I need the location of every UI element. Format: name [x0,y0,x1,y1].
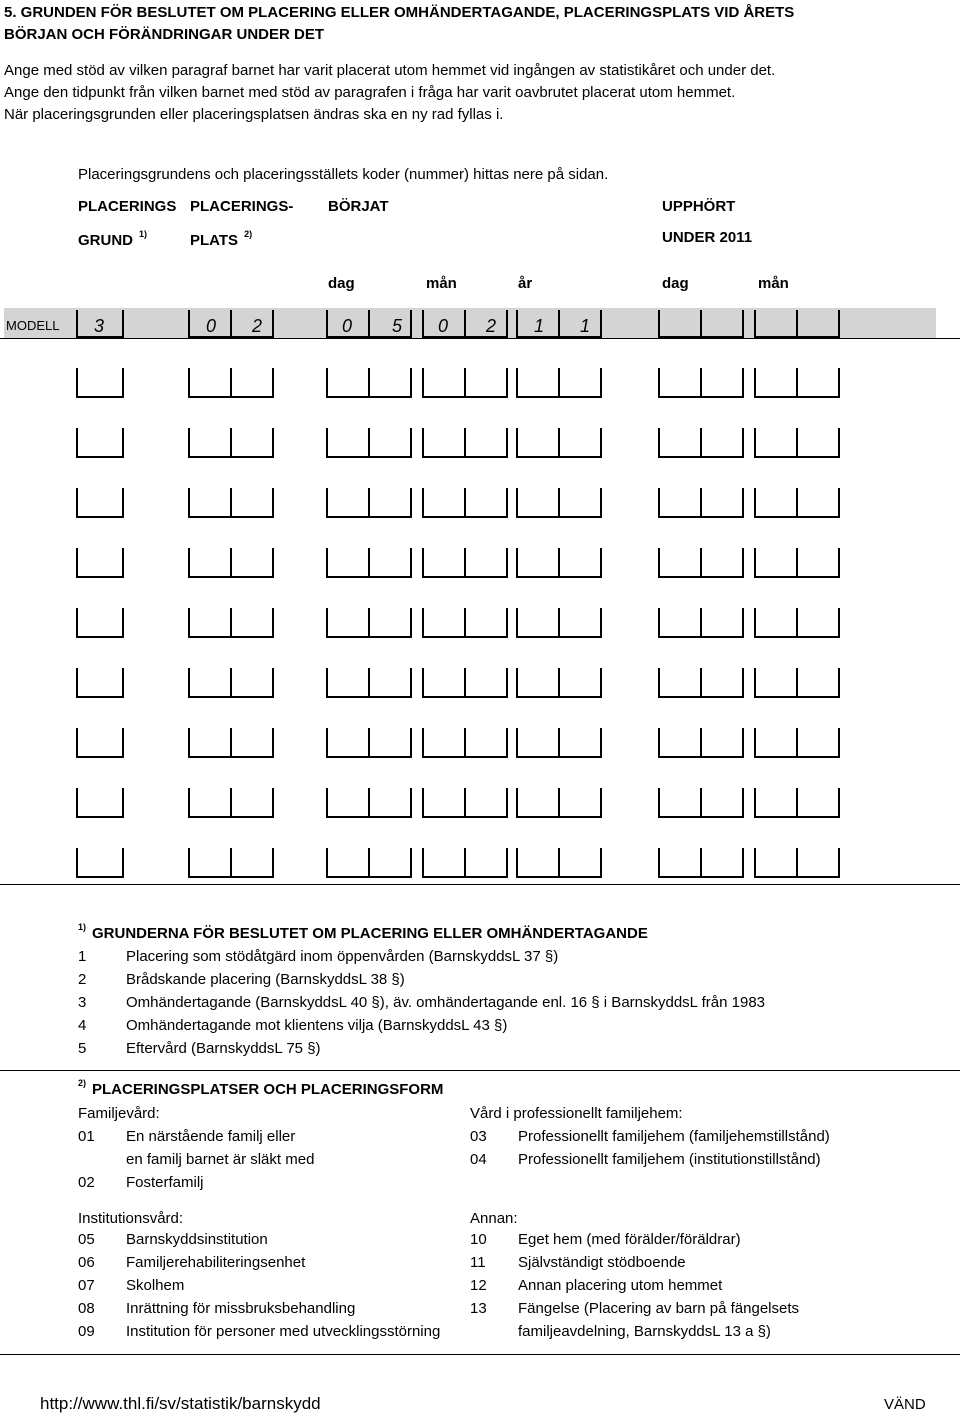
inst-item-code: 05 [78,1231,95,1248]
row5-start-day-box-divider [368,608,370,638]
row6-plats-box-divider [230,668,232,698]
footer-url[interactable]: http://www.thl.fi/sv/statistik/barnskydd [40,1394,321,1413]
row9-start-year-box-divider [558,848,560,878]
instruction-3: När placeringsgrunden eller placeringsplatsen ändras ska en ny rad fyllas i. [4,106,504,123]
row1-start-month-box-divider [464,368,466,398]
row5-plats-box-divider [230,608,232,638]
row5-end-month-box-divider [796,608,798,638]
legend2-title: $^{2)}$ PLACERINGSPLATSER OCH PLACERINGSFORM [78,1078,444,1098]
row1-end-month-box-divider [796,368,798,398]
col-plats-label-2: PLATS $^{2)}$ [190,229,253,249]
row1-plats-box-divider [230,368,232,398]
divider-grid-legend [0,884,960,885]
instruction-1: Ange med stöd av vilken paragraf barnet har varit placerat utom hemmet vid ingången av statistikåret och under det. [4,62,776,79]
row8-end-month-box-divider [796,788,798,818]
row6-end-month-box-divider [796,668,798,698]
sub-man-start: mån [426,275,457,292]
inst-item-code: 06 [78,1254,95,1271]
row5-start-month-box-divider [464,608,466,638]
annan-item-text: Eget hem (med förälder/föräldrar) [518,1231,741,1248]
row7-start-month-box-divider [464,728,466,758]
annan-item-code: 11 [470,1254,486,1271]
footnote-ref-1: 1) [139,229,148,239]
model-digit: 0 [341,316,352,336]
divider-legends [0,1070,960,1071]
row3-end-day-box-divider [700,488,702,518]
col-upphort-label: UPPHÖRT [662,198,736,215]
row7-end-day-box-divider [700,728,702,758]
col-upphort-label-2: UNDER 2011 [662,229,753,246]
prof-item-text: Professionellt familjehem (familjehemstillstånd) [518,1128,830,1145]
row3-start-year-box-divider [558,488,560,518]
row5-end-day-box-divider [700,608,702,638]
model-digit: 2 [485,316,496,336]
inst-item-code: 08 [78,1300,95,1317]
col-plats-label: PLACERINGS- [190,198,294,215]
row3-grund-box[interactable] [76,488,124,518]
row6-start-year-box-divider [558,668,560,698]
row1-grund-box[interactable] [76,368,124,398]
annan-item-code: 12 [470,1277,487,1294]
row7-start-year-box-divider [558,728,560,758]
row5-start-year-box-divider [558,608,560,638]
row7-plats-box-divider [230,728,232,758]
model-digit: 1 [579,316,590,336]
row1-end-day-box-divider [700,368,702,398]
prof-item-code: 03 [470,1128,487,1145]
model-box-end-month-divider [796,310,798,338]
row4-start-year-box-divider [558,548,560,578]
section-title-line2: BÖRJAN OCH FÖRÄNDRINGAR UNDER DET [4,26,325,43]
model-digit: 3 [93,316,104,336]
row8-start-day-box-divider [368,788,370,818]
row8-start-year-box-divider [558,788,560,818]
row1-start-year-box-divider [558,368,560,398]
row9-grund-box[interactable] [76,848,124,878]
row2-end-day-box-divider [700,428,702,458]
row5-grund-box[interactable] [76,608,124,638]
row6-grund-box[interactable] [76,668,124,698]
row4-grund-box[interactable] [76,548,124,578]
legend1-item-number: 5 [78,1040,87,1057]
row8-grund-box[interactable] [76,788,124,818]
row7-end-month-box-divider [796,728,798,758]
familjevard-item-text: En närstående familj eller [126,1128,296,1145]
legend1-item-number: 3 [78,994,87,1011]
row2-grund-box[interactable] [76,428,124,458]
model-box-start-day-divider [368,310,370,338]
prof-heading: Vård i professionellt familjehem: [470,1105,683,1122]
row2-plats-box-divider [230,428,232,458]
inst-item-text: Familjerehabiliteringsenhet [126,1254,306,1271]
prof-item-code: 04 [470,1151,487,1168]
legend1-item-text: Eftervård (BarnskyddsL 75 §) [126,1040,321,1057]
inst-item-text: Skolhem [126,1277,185,1294]
model-digit: 0 [437,316,448,336]
model-row-label: MODELL [6,318,60,333]
row2-start-year-box-divider [558,428,560,458]
row4-start-month-box-divider [464,548,466,578]
col-borjat-label: BÖRJAT [328,198,389,215]
annan-item-text: Självständigt stödboende [518,1254,686,1271]
row3-end-month-box-divider [796,488,798,518]
annan-item-text: familjeavdelning, BarnskyddsL 13 a §) [518,1323,771,1340]
legend1-item-number: 2 [78,971,87,988]
familjevard-heading: Familjevård: [78,1105,160,1122]
model-digit: 0 [205,316,216,336]
row9-end-day-box-divider [700,848,702,878]
divider-footer [0,1354,960,1355]
row4-end-month-box-divider [796,548,798,578]
annan-item-code: 10 [470,1231,487,1248]
legend1-item-text: Omhändertagande mot klientens vilja (BarnskyddsL 43 §) [126,1017,508,1034]
sub-ar-start: år [518,275,533,292]
row6-end-day-box-divider [700,668,702,698]
row7-grund-box[interactable] [76,728,124,758]
codes-note: Placeringsgrundens och placeringsställets koder (nummer) hittas nere på sidan. [78,166,609,183]
row3-start-month-box-divider [464,488,466,518]
row7-start-day-box-divider [368,728,370,758]
row2-start-month-box-divider [464,428,466,458]
footnote-ref-2: 2) [244,229,253,239]
familjevard-item-code: 01 [78,1128,95,1145]
row6-start-day-box-divider [368,668,370,698]
legend1-item-text: Brådskande placering (BarnskyddsL 38 §) [126,971,405,988]
familjevard-item-text: en familj barnet är släkt med [126,1151,315,1168]
turn-page-label: VÄND [884,1396,926,1413]
inst-item-text: Barnskyddsinstitution [126,1231,268,1248]
legend1-item-number: 4 [78,1017,87,1034]
model-box-start-month-divider [464,310,466,338]
model-digit: 1 [533,316,544,336]
col-grund-label-2: GRUND $^{1)}$ [78,229,148,249]
annan-item-text: Fängelse (Placering av barn på fängelsets [518,1300,800,1317]
row4-start-day-box-divider [368,548,370,578]
prof-item-text: Professionellt familjehem (institutionstillstånd) [518,1151,821,1168]
model-box-plats-divider [230,310,232,338]
row3-start-day-box-divider [368,488,370,518]
inst-item-text: Inrättning för missbruksbehandling [126,1300,356,1317]
row3-plats-box-divider [230,488,232,518]
annan-item-text: Annan placering utom hemmet [518,1277,723,1294]
row8-plats-box-divider [230,788,232,818]
legend1-title: $^{1)}$ GRUNDERNA FÖR BESLUTET OM PLACERING ELLER OMHÄNDERTAGANDE [78,922,648,942]
model-box-start-year-divider [558,310,560,338]
row8-start-month-box-divider [464,788,466,818]
sub-dag-start: dag [328,275,355,292]
row9-start-month-box-divider [464,848,466,878]
inst-item-text: Institution för personer med utvecklingsstörning [126,1323,441,1340]
legend1-item-text: Omhändertagande (BarnskyddsL 40 §), äv. omhändertagande enl. 16 § i BarnskyddsL från 1983 [126,994,766,1011]
annan-item-code: 13 [470,1300,487,1317]
row6-start-month-box-divider [464,668,466,698]
col-grund-label: PLACERINGS [78,198,177,215]
row9-start-day-box-divider [368,848,370,878]
row9-end-month-box-divider [796,848,798,878]
row4-plats-box-divider [230,548,232,578]
legend1-item-number: 1 [78,948,87,965]
row4-end-day-box-divider [700,548,702,578]
annan-heading: Annan: [470,1210,518,1227]
model-digit: 2 [251,316,262,336]
instruction-2: Ange den tidpunkt från vilken barnet med stöd av paragrafen i fråga har varit oavbrutet placerat utom hemmet. [4,84,736,101]
inst-item-code: 09 [78,1323,95,1340]
row2-end-month-box-divider [796,428,798,458]
model-row-baseline [0,338,960,339]
inst-heading: Institutionsvård: [78,1210,184,1227]
familjevard-item-code: 02 [78,1174,95,1191]
row2-start-day-box-divider [368,428,370,458]
sub-man-end: mån [758,275,789,292]
model-box-end-day-divider [700,310,702,338]
sub-dag-end: dag [662,275,689,292]
legend1-item-text: Placering som stödåtgärd inom öppenvården (BarnskyddsL 37 §) [126,948,559,965]
inst-item-code: 07 [78,1277,95,1294]
row1-start-day-box-divider [368,368,370,398]
model-digit: 5 [391,316,402,336]
section-title-line1: 5. GRUNDEN FÖR BESLUTET OM PLACERING ELLER OMHÄNDERTAGANDE, PLACERINGSPLATS VID ÅRETS [4,4,795,21]
row8-end-day-box-divider [700,788,702,818]
familjevard-item-text: Fosterfamilj [126,1174,204,1191]
row9-plats-box-divider [230,848,232,878]
